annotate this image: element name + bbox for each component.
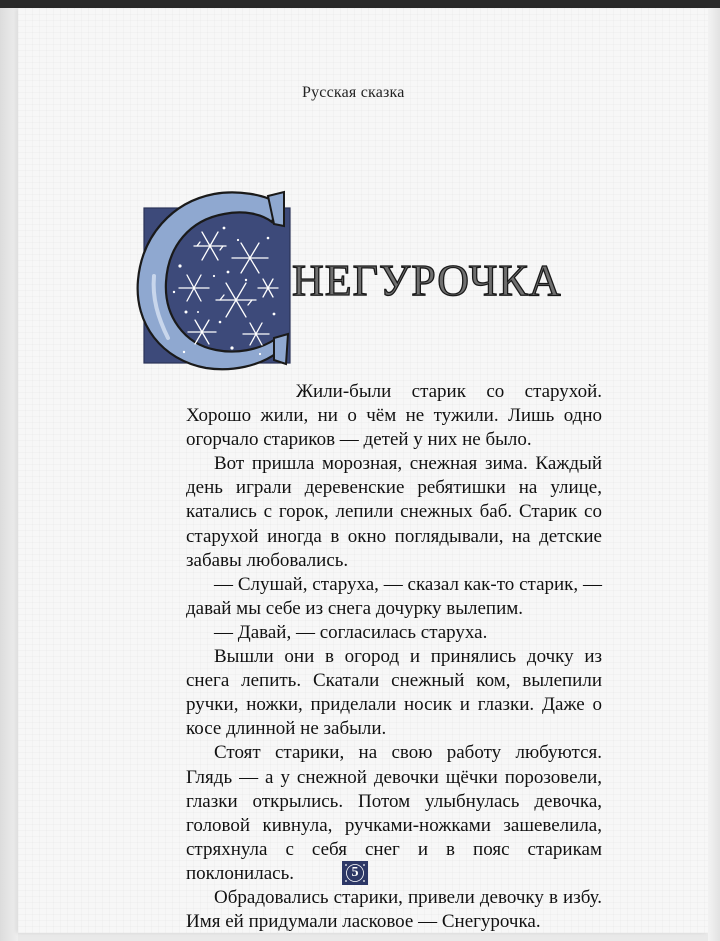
story-paragraph-5: Вышли они в огород и принялись дочку из снега лепить. Скатали снежный ком, вылепили ручки, ножки, приделали носик и глазки. Даже о косе длинной не забыли. — [186, 646, 602, 740]
page-edge-left — [0, 8, 18, 941]
story-paragraph-4: — Давай, — согласилась старуха. — [214, 621, 488, 643]
page-edge-right — [708, 8, 720, 941]
dropcap-snowflake-illustration — [128, 188, 318, 373]
story-paragraph-3: — Слушай, старуха, — сказал как-то старик, — давай мы себе из снега дочурку вылепим. — [186, 573, 602, 619]
story-text — [186, 380, 602, 934]
story-paragraph-6: Стоят старики, на свою работу любуются. Глядь — а у снежной девочки щёчки порозовели, глазки открылись. Потом улыбнулась девочка, головой кивнула, ручками-ножками зашевелила, стряхнула с себя снег и в пояс старикам поклонилась. — [186, 742, 602, 884]
story-paragraph-2: Вот пришла морозная, снежная зима. Каждый день играли деревенские ребятишки на улице, катались с горок, лепили снежных баб. Старик со старухой иногда в окно поглядывали, на детские забавы любовались. — [186, 453, 602, 571]
scan-border-top — [0, 0, 720, 8]
story-paragraph-1: Жили-были старик со старухой. Хорошо жили, ни о чём не тужили. Лишь одно огорчало стариков — детей у них не было. — [186, 381, 602, 451]
page-number-badge — [342, 861, 368, 885]
story-paragraph-7: Обрадовались старики, привели девочку в избу. Имя ей придумали ласковое — Снегурочка. — [186, 886, 602, 933]
story-subtitle: Русская сказка — [302, 84, 405, 101]
story-title-rest: НЕГУРОЧКА — [292, 256, 562, 305]
page-number: 5 — [351, 865, 359, 880]
